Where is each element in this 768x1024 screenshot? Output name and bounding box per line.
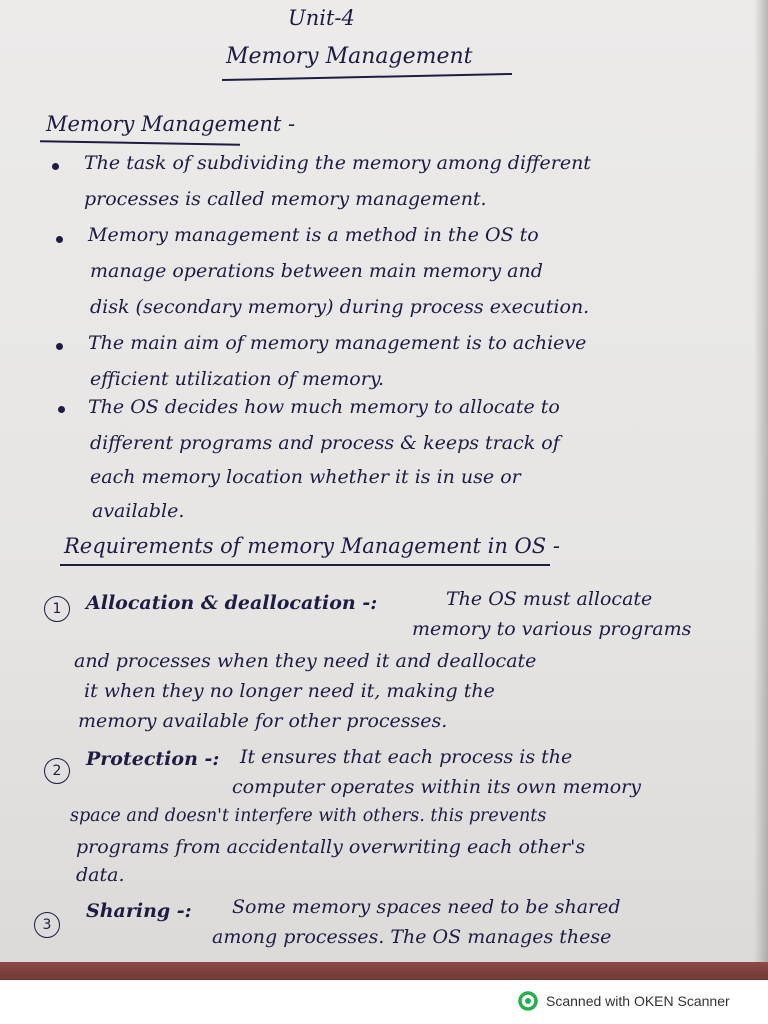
section-heading-memory-management: Memory Management - [46, 112, 296, 136]
bullet-4-line-4: available. [92, 500, 185, 522]
bullet-point [58, 406, 65, 413]
requirement-2-line-4: programs from accidentally overwriting each other's [76, 836, 586, 858]
bullet-2-line-1: Memory management is a method in the OS to [88, 224, 539, 246]
bullet-4-line-1: The OS decides how much memory to allocate to [88, 396, 560, 418]
requirement-2-line-3: space and doesn't interfere with others. this prevents [70, 806, 547, 826]
bullet-2-line-3: disk (secondary memory) during process execution. [90, 296, 590, 318]
bullet-3-line-2: efficient utilization of memory. [90, 368, 385, 390]
section-heading-underline [60, 564, 550, 566]
bullet-1-line-1: The task of subdividing the memory among different [84, 152, 591, 174]
section-heading-underline [40, 140, 240, 145]
requirement-number-2: 2 [44, 758, 70, 784]
section-heading-requirements: Requirements of memory Management in OS - [64, 534, 560, 558]
title-underline [222, 73, 512, 81]
oken-scanner-logo-icon [518, 991, 538, 1011]
requirement-1-line-1: The OS must allocate [446, 588, 653, 610]
requirement-2-line-5: data. [76, 864, 125, 886]
requirement-1-line-4: it when they no longer need it, making the [84, 680, 495, 702]
scanner-watermark [518, 990, 730, 1012]
bullet-3-line-1: The main aim of memory management is to achieve [88, 332, 587, 354]
requirement-2-line-2: computer operates within its own memory [232, 776, 642, 798]
bullet-4-line-2: different programs and process & keeps track of [90, 432, 560, 454]
scanner-watermark-text: Scanned with OKEN Scanner [546, 993, 730, 1009]
requirement-1-term: Allocation & deallocation -: [86, 592, 378, 614]
requirement-1-line-5: memory available for other processes. [78, 710, 448, 732]
requirement-3-line-1: Some memory spaces need to be shared [232, 896, 621, 918]
bullet-4-line-3: each memory location whether it is in use or [90, 466, 521, 488]
bullet-point [56, 236, 63, 243]
bullet-1-line-2: processes is called memory management. [84, 188, 487, 210]
requirement-3-term: Sharing -: [86, 900, 192, 922]
requirement-number-3: 3 [34, 912, 60, 938]
requirement-2-term: Protection -: [86, 748, 220, 770]
requirement-3-line-2: among processes. The OS manages these [212, 926, 612, 948]
bullet-point [52, 163, 59, 170]
requirement-1-line-3: and processes when they need it and deallocate [74, 650, 537, 672]
unit-title: Unit-4 [288, 6, 355, 30]
bullet-point [56, 343, 63, 350]
page-edge-shadow [754, 0, 768, 980]
requirement-2-line-1: It ensures that each process is the [240, 746, 573, 768]
page-bottom-edge [0, 962, 768, 980]
requirement-number-1: 1 [44, 596, 70, 622]
requirement-1-line-2: memory to various programs [412, 618, 692, 640]
bullet-2-line-2: manage operations between main memory and [90, 260, 543, 282]
page-title: Memory Management [226, 44, 473, 69]
